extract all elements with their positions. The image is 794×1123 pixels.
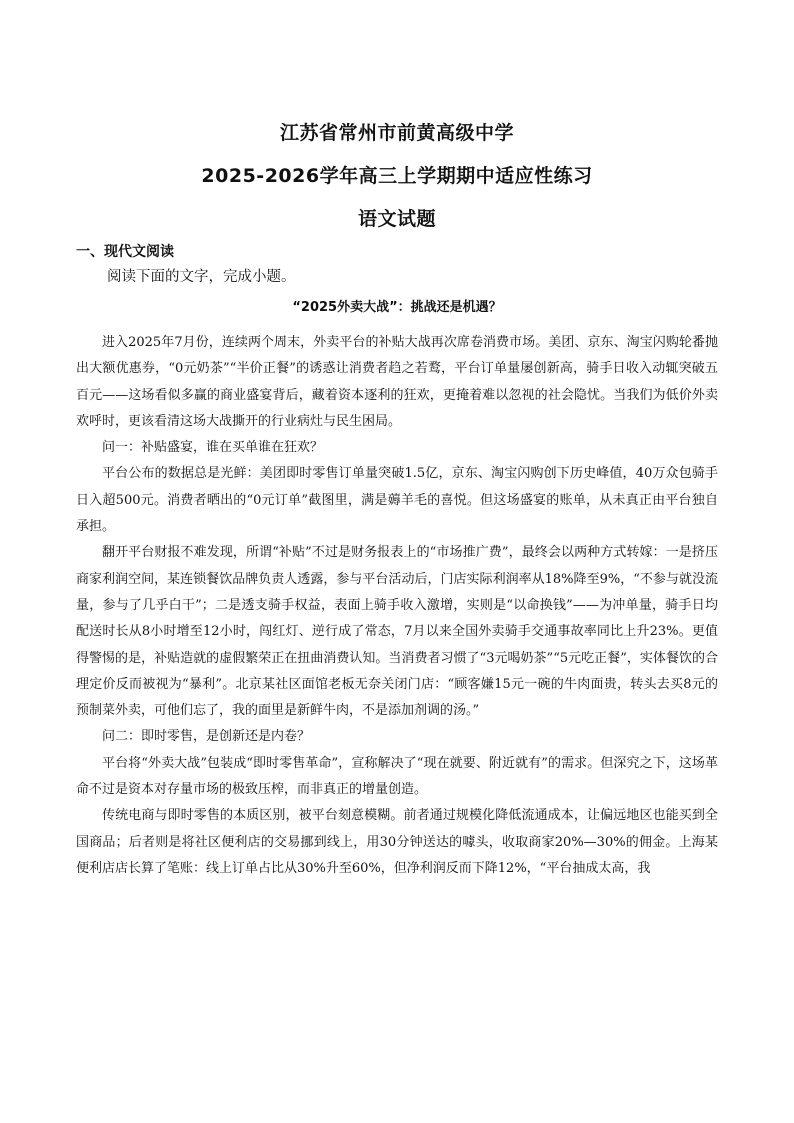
school-name: 江苏省常州市前黄高级中学 xyxy=(279,122,514,144)
article-paragraph: 平台公布的数据总是光鲜：美团即时零售订单量突破1.5亿，京东、淘宝闪购创下历史峰值，40万众包骑手日入超500元。消费者晒出的“0元订单”截图里，满是薅羊毛的喜悦。但这场盛宴的账单，从未真正由平台独自承担。 xyxy=(76,466,718,535)
reading-instruction: 阅读下面的文字，完成小题。 xyxy=(107,269,296,285)
article-subheading: 问一：补贴盛宴，谁在买单谁在狂欢？ xyxy=(102,440,324,456)
exam-title: 2025-2026学年高三上学期期中适应性练习 xyxy=(201,165,593,187)
article-body xyxy=(76,330,718,882)
article-subheading: 问二：即时零售，是创新还是内卷？ xyxy=(102,729,311,745)
section-heading: 一、现代文阅读 xyxy=(76,244,174,260)
article-title: “2025外卖大战”：挑战还是机遇？ xyxy=(292,300,502,315)
article-paragraph: 传统电商与即时零售的本质区别，被平台刻意模糊。前者通过规模化降低流通成本，让偏远地区也能买到全国商品；后者则是将社区便利店的交易挪到线上，用30分钟送达的噱头，收取商家20%—30%的佣金。上海某便利店店长算了笔账：线上订单占比从30%升至60%，但净利润反而下降12%，“平台抽成太高，我 xyxy=(76,808,718,876)
article-paragraph: 进入2025年7月份，连续两个周末，外卖平台的补贴大战再次席卷消费市场。美团、京东、淘宝闪购轮番抛出大额优惠券，“0元奶茶”“半价正餐”的诱惑让消费者趋之若鹜，平台订单量屡创新高，骑手日收入动辄突破五百元——这场看似多赢的商业盛宴背后，藏着资本逐利的狂欢，更掩着难以忽视的社会隐忧。当我们为低价外卖欢呼时，更该看清这场大战撕开的行业病灶与民生困局。 xyxy=(76,335,718,429)
exam-header xyxy=(0,124,794,229)
article-paragraph: 平台将“外卖大战”包装成“即时零售革命”，宣称解决了“现在就要、附近就有”的需求。但深究之下，这场革命不过是资本对存量市场的极致压榨，而非真正的增量创造。 xyxy=(76,755,718,798)
subject-title: 语文试题 xyxy=(357,208,436,230)
article-paragraph: 翻开平台财报不难发现，所谓“补贴”不过是财务报表上的“市场推广费”，最终会以两种方式转嫁：一是挤压商家利润空间，某连锁餐饮品牌负责人透露，参与平台活动后，门店实际利润率从18%降至9%，“不参与就没流量，参与了几乎白干”；二是透支骑手权益，表面上骑手收入激增，实则是“以命换钱”——为冲单量，骑手日均配送时长从8小时增至12小时，闯红灯、逆行成了常态，7月以来全国外卖骑手交通事故率同比上升23%。更值得警惕的是，补贴造就的虚假繁荣正在扭曲消费认知。当消费者习惯了“3元喝奶茶”“5元吃正餐”，实体餐饮的合理定价反而被视为“暴利”。北京某社区面馆老板无奈关闭门店：“顾客嫌15元一碗的牛肉面贵，转头去买8元的预制菜外卖，可他们忘了，我的面里是新鲜牛肉，不是添加剂调的汤。” xyxy=(76,545,718,719)
